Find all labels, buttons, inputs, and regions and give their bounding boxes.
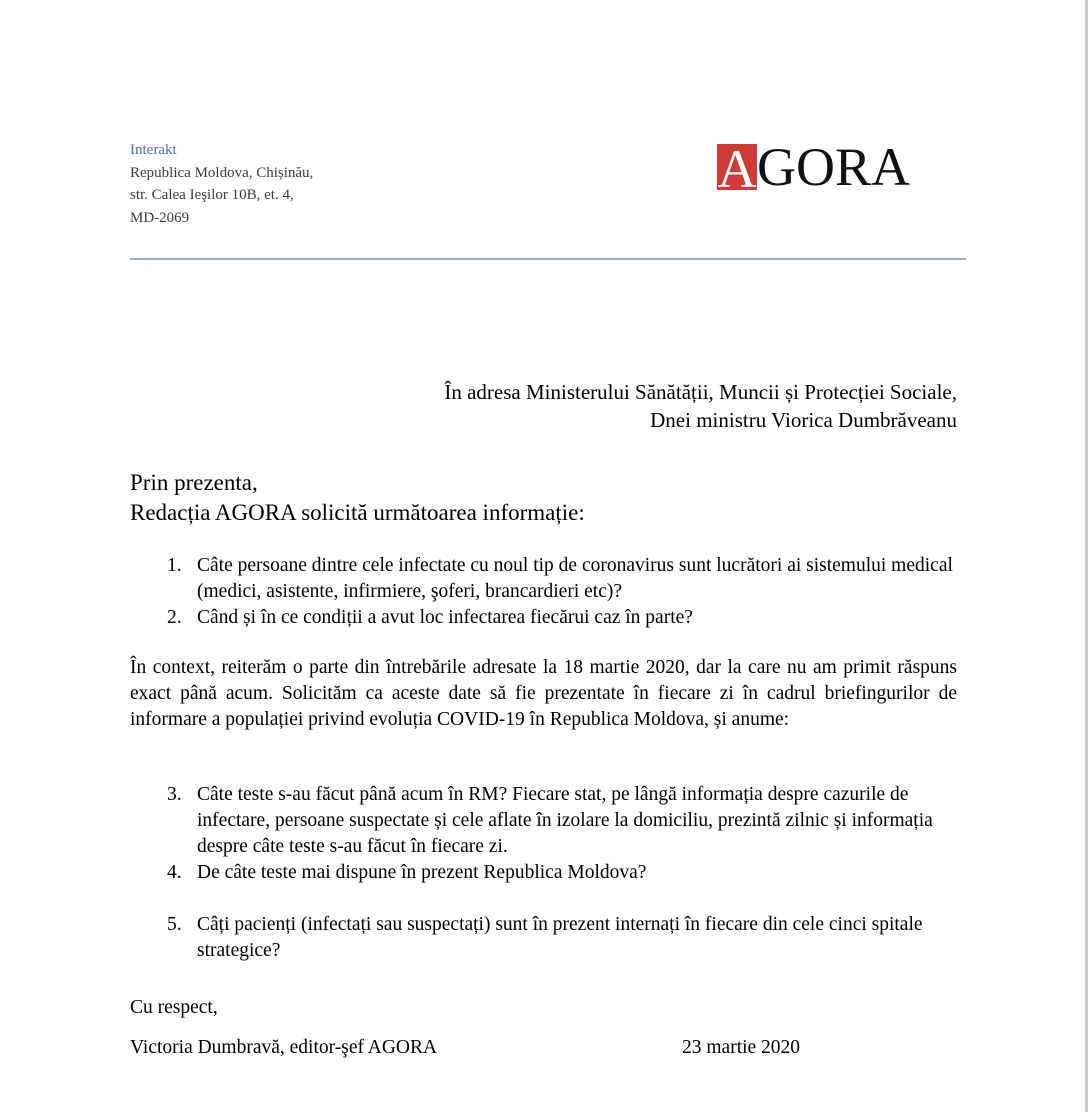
list-number: 2. (167, 607, 182, 628)
sender-address-line: Republica Moldova, Chișinău, (130, 164, 314, 181)
list-number: 1. (167, 555, 182, 576)
recipient-block (444, 378, 957, 434)
sender-address-block (130, 139, 313, 229)
list-text: Câți pacienți (infectați sau suspectați) sunt în prezent internați în fiecare din cele cinci spitale strategice? (197, 914, 923, 961)
questions-list-part2 (130, 782, 960, 964)
letter-date: 23 martie 2020 (682, 1037, 801, 1058)
agora-logo (717, 137, 911, 197)
list-number: 5. (167, 914, 182, 935)
header-divider (130, 258, 966, 260)
list-text: De câte teste mai dispune în prezent Republica Moldova? (197, 862, 647, 883)
list-number: 4. (167, 862, 182, 883)
sender-address-line: str. Calea Ieşilor 10B, et. 4, (130, 187, 294, 203)
recipient-name: Dnei ministru Viorica Dumbrăveanu (650, 408, 957, 432)
recipient-line: În adresa Ministerului Sănătății, Muncii și Protecției Sociale, (444, 380, 957, 404)
list-text: Câte persoane dintre cele infectate cu noul tip de coronavirus sunt lucrători ai sistemului medical (medici, asistente, infirmiere, şoferi, brancardieri etc)? (197, 555, 953, 602)
list-text: Când și în ce condiții a avut loc infectarea fiecărui caz în parte? (197, 607, 693, 628)
list-item (130, 605, 960, 631)
intro-block (130, 468, 585, 528)
closing-salutation: Cu respect, (130, 997, 218, 1018)
logo-a-mark-icon: A (717, 144, 757, 190)
list-item (130, 860, 960, 886)
list-item (130, 782, 960, 860)
questions-list-part1 (130, 553, 960, 631)
context-paragraph: În context, reiterăm o parte din întrebările adresate la 18 martie 2020, dar la care nu am primit răspuns exact până acum. Solicităm ca aceste date să fie prezentate în fiecare zi în cadrul briefingurilor de informare a populației privind evoluția COVID-19 în Republica Moldova, și anume: (130, 657, 957, 730)
list-text: Câte teste s-au făcut până acum în RM? Fiecare stat, pe lângă informația despre cazurile de infectare, persoane suspectate și cele aflate în izolare la domiciliu, prezintă zilnic și informația despre câte teste s-au făcut în fiecare zi. (197, 784, 933, 857)
list-item (130, 553, 960, 605)
list-item (130, 912, 960, 964)
list-number: 3. (167, 784, 182, 805)
request-statement: Redacția AGORA solicită următoarea informație: (130, 500, 585, 525)
signature: Victoria Dumbravă, editor-şef AGORA (130, 1037, 438, 1058)
sender-organization: Interakt (130, 142, 177, 158)
logo-wordmark: GORA (757, 137, 911, 197)
greeting: Prin prezenta, (130, 470, 258, 495)
sender-address-line: MD-2069 (130, 209, 190, 226)
